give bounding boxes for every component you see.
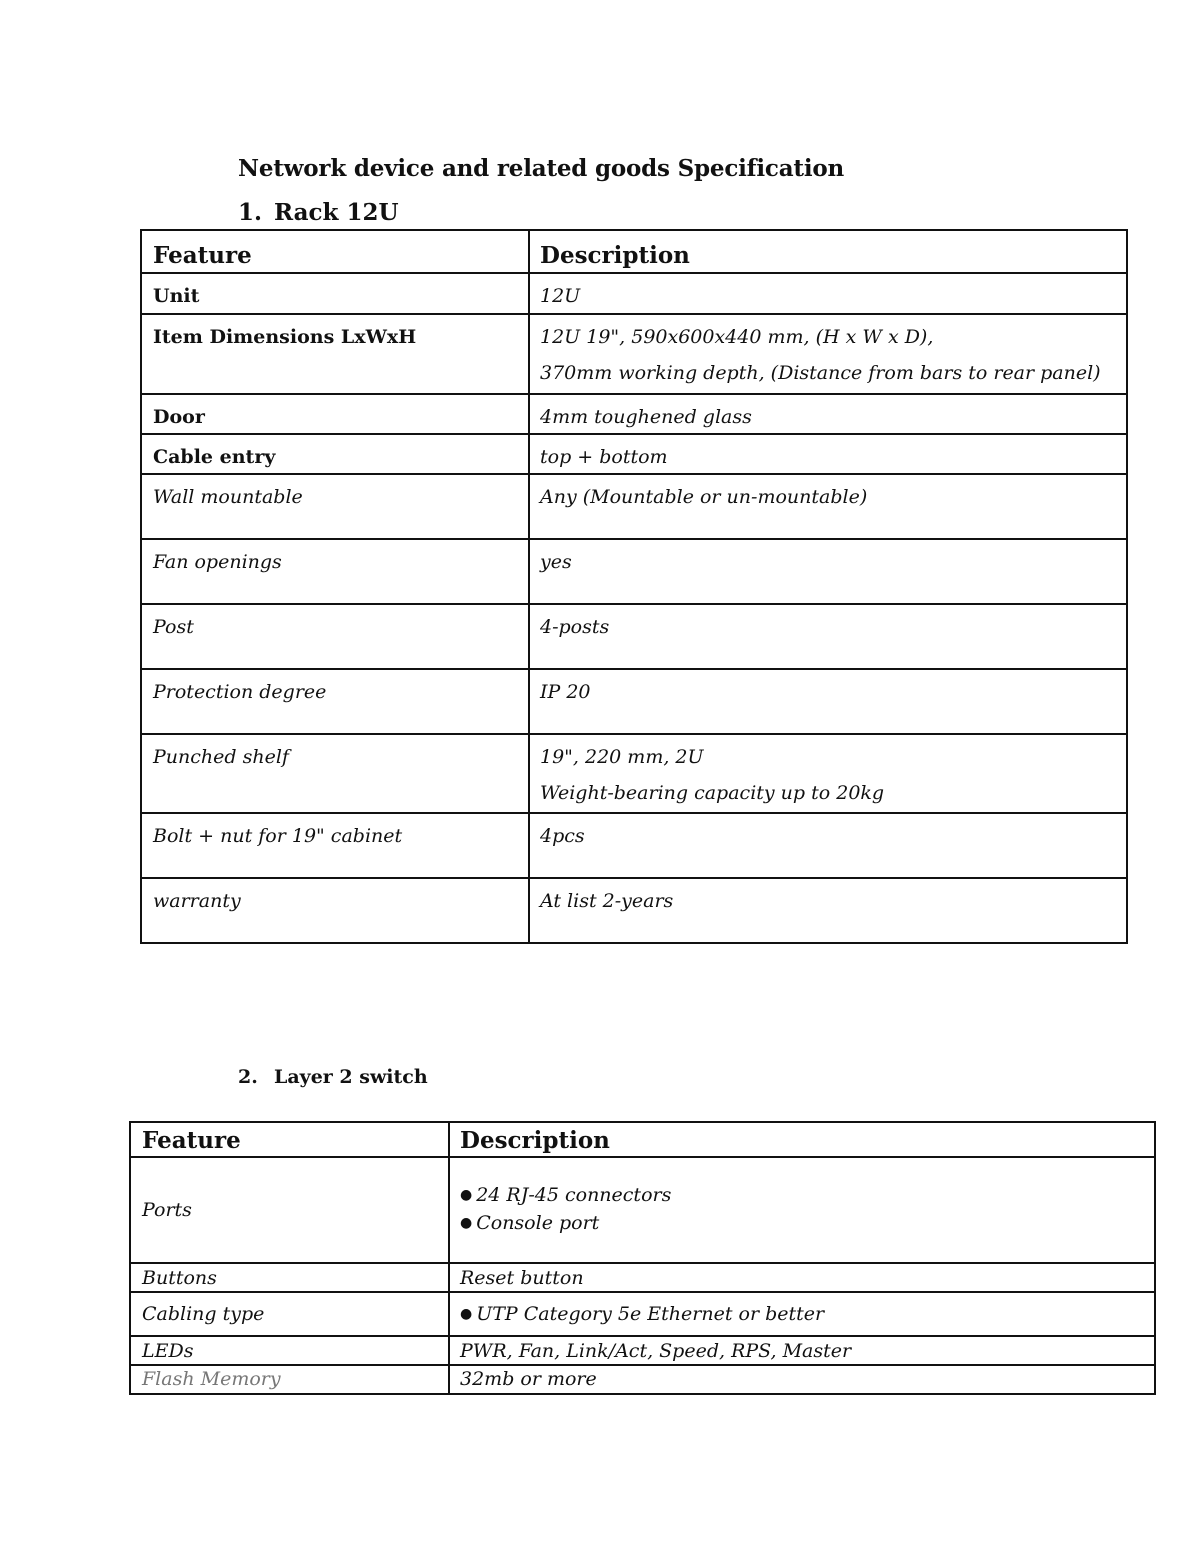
description-cell: 12U bbox=[529, 273, 1127, 314]
bullet-icon: ● bbox=[460, 1187, 473, 1203]
feature-cell: Post bbox=[141, 604, 529, 669]
feature-cell: Fan openings bbox=[141, 539, 529, 604]
bullet-icon: ● bbox=[460, 1305, 473, 1322]
feature-cell: Cabling type bbox=[130, 1292, 449, 1336]
description-cell: PWR, Fan, Link/Act, Speed, RPS, Master bbox=[449, 1336, 1155, 1365]
table-row bbox=[141, 878, 1127, 943]
table-row bbox=[130, 1292, 1155, 1336]
table-row bbox=[141, 394, 1127, 434]
table-row bbox=[141, 813, 1127, 878]
table-row bbox=[141, 539, 1127, 604]
section-2-heading bbox=[238, 1066, 428, 1088]
table-row bbox=[141, 474, 1127, 539]
feature-cell: Cable entry bbox=[141, 434, 529, 474]
feature-cell: LEDs bbox=[130, 1336, 449, 1365]
description-cell: 4-posts bbox=[529, 604, 1127, 669]
description-cell bbox=[529, 314, 1127, 394]
section-1-heading bbox=[238, 199, 399, 226]
feature-cell: Buttons bbox=[130, 1263, 449, 1292]
section-1-title: Rack 12U bbox=[274, 199, 399, 226]
table-row bbox=[141, 604, 1127, 669]
list-item: ● Console port bbox=[460, 1212, 600, 1234]
table-row bbox=[130, 1157, 1155, 1263]
header-feature: Feature bbox=[130, 1122, 449, 1157]
description-cell: Reset button bbox=[449, 1263, 1155, 1292]
description-cell: Any (Mountable or un-mountable) bbox=[529, 474, 1127, 539]
description-cell: yes bbox=[529, 539, 1127, 604]
feature-cell: Ports bbox=[130, 1157, 449, 1263]
document-title: Network device and related goods Specification bbox=[238, 155, 845, 182]
feature-cell: Wall mountable bbox=[141, 474, 529, 539]
description-cell: IP 20 bbox=[529, 669, 1127, 734]
feature-cell: Punched shelf bbox=[141, 734, 529, 813]
feature-cell: Unit bbox=[141, 273, 529, 314]
feature-cell: Bolt + nut for 19" cabinet bbox=[141, 813, 529, 878]
description-line-2: Weight-bearing capacity up to 20kg bbox=[540, 782, 885, 804]
feature-cell: Flash Memory bbox=[130, 1365, 449, 1394]
table-header-row bbox=[130, 1122, 1155, 1157]
table-header-row bbox=[141, 230, 1127, 273]
feature-cell: Door bbox=[141, 394, 529, 434]
list-item: ● 24 RJ-45 connectors bbox=[460, 1184, 672, 1206]
description-line: 12U 19", 590x600x440 mm, (H x W x D), bbox=[540, 326, 934, 348]
header-description: Description bbox=[529, 230, 1127, 273]
description-cell bbox=[529, 734, 1127, 813]
table-row bbox=[130, 1336, 1155, 1365]
description-cell: 4pcs bbox=[529, 813, 1127, 878]
description-cell: top + bottom bbox=[529, 434, 1127, 474]
description-line: 19", 220 mm, 2U bbox=[540, 746, 704, 768]
description-line-2: 370mm working depth, (Distance from bars to rear panel) bbox=[540, 362, 1101, 384]
section-1-number: 1. bbox=[238, 199, 263, 226]
table-row bbox=[130, 1263, 1155, 1292]
table-row bbox=[141, 273, 1127, 314]
bullet-icon: ● bbox=[460, 1215, 473, 1231]
description-cell: 4mm toughened glass bbox=[529, 394, 1127, 434]
table-row bbox=[141, 669, 1127, 734]
feature-cell: warranty bbox=[141, 878, 529, 943]
header-feature: Feature bbox=[141, 230, 529, 273]
section-2-title: Layer 2 switch bbox=[274, 1066, 428, 1088]
table-row bbox=[130, 1365, 1155, 1394]
description-cell: 32mb or more bbox=[449, 1365, 1155, 1394]
switch-spec-table bbox=[129, 1121, 1156, 1395]
section-2-number: 2. bbox=[238, 1066, 258, 1088]
rack-spec-table bbox=[140, 229, 1128, 944]
ports-bullet-list bbox=[460, 1186, 1154, 1233]
description-cell: ● UTP Category 5e Ethernet or better bbox=[449, 1292, 1155, 1336]
feature-cell: Protection degree bbox=[141, 669, 529, 734]
description-cell bbox=[449, 1157, 1155, 1263]
table-row bbox=[141, 314, 1127, 394]
description-cell: At list 2-years bbox=[529, 878, 1127, 943]
table-row bbox=[141, 434, 1127, 474]
feature-cell: Item Dimensions LxWxH bbox=[141, 314, 529, 394]
header-description: Description bbox=[449, 1122, 1155, 1157]
table-row bbox=[141, 734, 1127, 813]
